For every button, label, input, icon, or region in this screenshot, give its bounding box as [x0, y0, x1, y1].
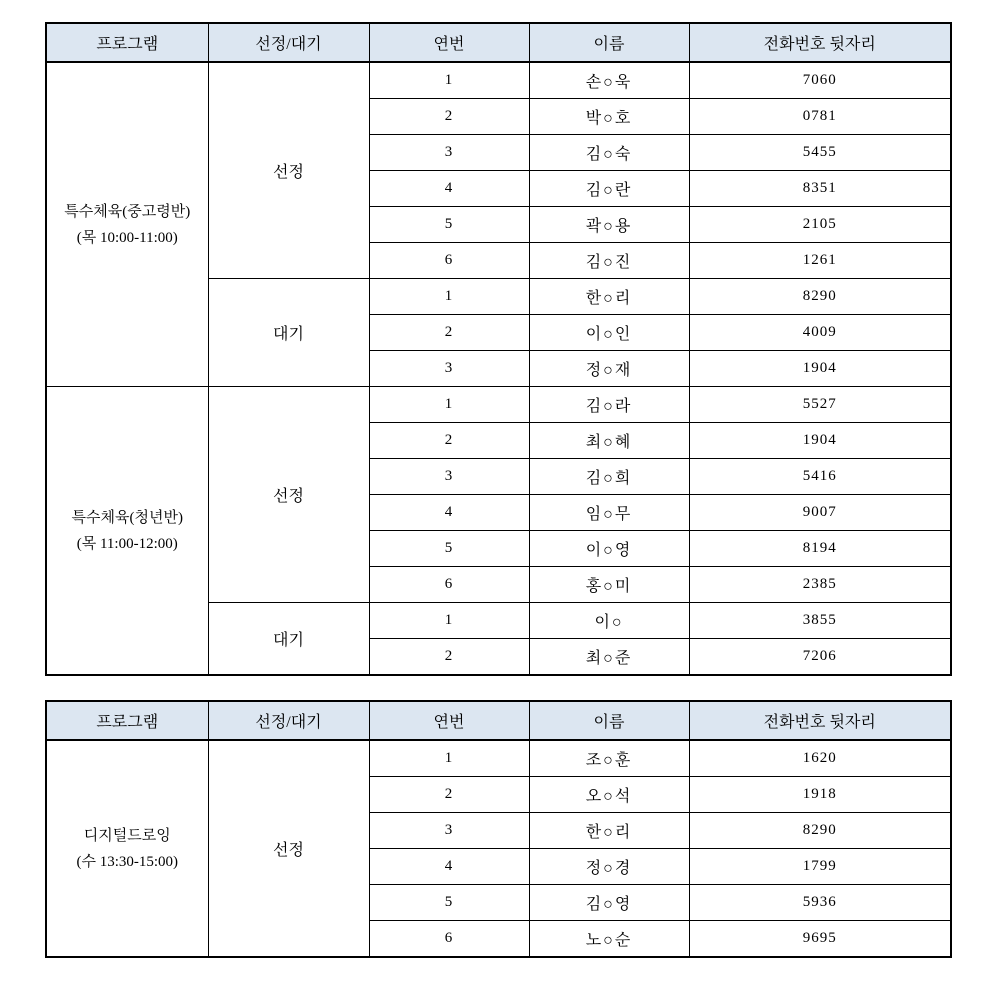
seq-cell: 6: [369, 243, 529, 279]
status-cell: 대기: [208, 603, 369, 676]
seq-cell: 2: [369, 315, 529, 351]
seq-cell: 2: [369, 777, 529, 813]
name-cell: 김○숙: [529, 135, 689, 171]
seq-cell: 5: [369, 531, 529, 567]
column-header: 선정/대기: [208, 23, 369, 62]
seq-cell: 5: [369, 885, 529, 921]
table-body: [46, 62, 951, 675]
program-cell: [46, 62, 208, 387]
phone-cell: 9695: [689, 921, 951, 958]
phone-cell: 2385: [689, 567, 951, 603]
phone-cell: 4009: [689, 315, 951, 351]
name-cell: 손○욱: [529, 62, 689, 99]
name-cell: 이○인: [529, 315, 689, 351]
name-cell: 김○영: [529, 885, 689, 921]
name-cell: 김○란: [529, 171, 689, 207]
seq-cell: 4: [369, 849, 529, 885]
phone-cell: 1904: [689, 423, 951, 459]
phone-cell: 5455: [689, 135, 951, 171]
seq-cell: 6: [369, 921, 529, 958]
status-cell: 선정: [208, 740, 369, 957]
header-row: [46, 701, 951, 740]
phone-cell: 1261: [689, 243, 951, 279]
phone-cell: 8194: [689, 531, 951, 567]
phone-cell: 8351: [689, 171, 951, 207]
program-line: 특수체육(청년반): [71, 509, 183, 526]
column-header: 전화번호 뒷자리: [689, 23, 951, 62]
table-row: [46, 387, 951, 423]
name-cell: 노○순: [529, 921, 689, 958]
seq-cell: 3: [369, 813, 529, 849]
name-cell: 조○훈: [529, 740, 689, 777]
column-header: 선정/대기: [208, 701, 369, 740]
seq-cell: 1: [369, 279, 529, 315]
program-line: (목 10:00-11:00): [76, 229, 178, 246]
status-cell: 대기: [208, 279, 369, 387]
column-header: 이름: [529, 701, 689, 740]
phone-cell: 5936: [689, 885, 951, 921]
seq-cell: 1: [369, 387, 529, 423]
name-cell: 한○리: [529, 279, 689, 315]
program-results-table-2: [45, 700, 952, 958]
name-cell: 김○진: [529, 243, 689, 279]
name-cell: 임○무: [529, 495, 689, 531]
phone-cell: 1799: [689, 849, 951, 885]
seq-cell: 1: [369, 603, 529, 639]
name-cell: 김○희: [529, 459, 689, 495]
phone-cell: 0781: [689, 99, 951, 135]
seq-cell: 1: [369, 740, 529, 777]
phone-cell: 5416: [689, 459, 951, 495]
seq-cell: 1: [369, 62, 529, 99]
header-row: [46, 23, 951, 62]
name-cell: 정○재: [529, 351, 689, 387]
program-line: 특수체육(중고령반): [64, 203, 191, 220]
column-header: 연번: [369, 701, 529, 740]
name-cell: 곽○용: [529, 207, 689, 243]
table-body: [46, 740, 951, 957]
name-cell: 오○석: [529, 777, 689, 813]
seq-cell: 3: [369, 459, 529, 495]
seq-cell: 3: [369, 135, 529, 171]
name-cell: 정○경: [529, 849, 689, 885]
phone-cell: 1904: [689, 351, 951, 387]
name-cell: 최○혜: [529, 423, 689, 459]
phone-cell: 3855: [689, 603, 951, 639]
name-cell: 김○라: [529, 387, 689, 423]
phone-cell: 7206: [689, 639, 951, 676]
program-line: (수 13:30-15:00): [76, 853, 179, 870]
program-results-table-1: [45, 22, 952, 676]
name-cell: 홍○미: [529, 567, 689, 603]
column-header: 프로그램: [46, 23, 208, 62]
phone-cell: 2105: [689, 207, 951, 243]
status-cell: 선정: [208, 62, 369, 279]
phone-cell: 9007: [689, 495, 951, 531]
table-row: [46, 740, 951, 777]
column-header: 연번: [369, 23, 529, 62]
seq-cell: 2: [369, 99, 529, 135]
name-cell: 이○영: [529, 531, 689, 567]
phone-cell: 1620: [689, 740, 951, 777]
seq-cell: 2: [369, 423, 529, 459]
program-cell: [46, 387, 208, 676]
seq-cell: 4: [369, 495, 529, 531]
seq-cell: 6: [369, 567, 529, 603]
name-cell: 최○준: [529, 639, 689, 676]
seq-cell: 4: [369, 171, 529, 207]
program-line: (목 11:00-12:00): [76, 535, 178, 552]
phone-cell: 8290: [689, 813, 951, 849]
table-header: [46, 23, 951, 62]
seq-cell: 3: [369, 351, 529, 387]
table-header: [46, 701, 951, 740]
phone-cell: 8290: [689, 279, 951, 315]
name-cell: 한○리: [529, 813, 689, 849]
column-header: 전화번호 뒷자리: [689, 701, 951, 740]
table-row: [46, 62, 951, 99]
phone-cell: 7060: [689, 62, 951, 99]
phone-cell: 5527: [689, 387, 951, 423]
name-cell: 박○호: [529, 99, 689, 135]
program-line: 디지털드로잉: [83, 827, 171, 844]
seq-cell: 5: [369, 207, 529, 243]
name-cell: 이○: [529, 603, 689, 639]
status-cell: 선정: [208, 387, 369, 603]
program-cell: [46, 740, 208, 957]
column-header: 프로그램: [46, 701, 208, 740]
column-header: 이름: [529, 23, 689, 62]
phone-cell: 1918: [689, 777, 951, 813]
seq-cell: 2: [369, 639, 529, 676]
